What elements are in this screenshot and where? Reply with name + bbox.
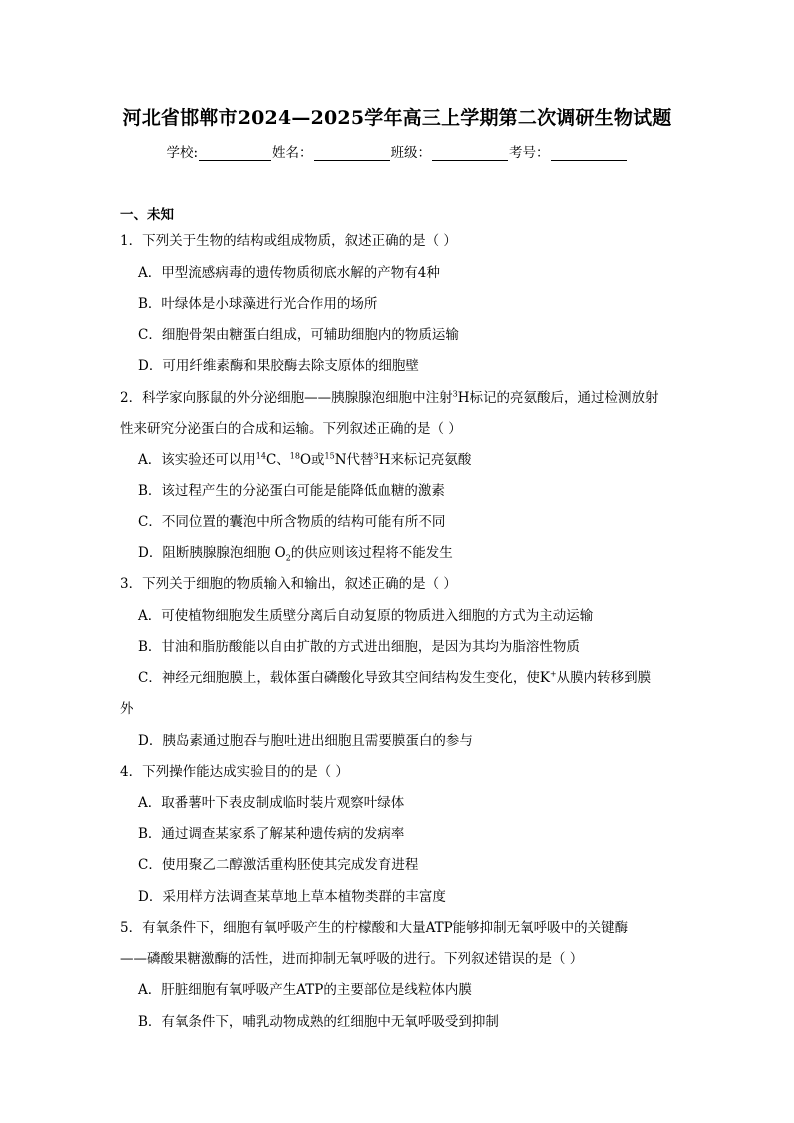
question-2-option-d bbox=[138, 541, 453, 561]
q2a-sup-1: 14 bbox=[255, 451, 266, 461]
question-2-option-a bbox=[138, 448, 471, 468]
question-4-option-b: B．通过调查某家系了解某种遗传病的发病率 bbox=[138, 826, 405, 842]
question-4-stem: 4．下列操作能达成实验目的的是（ ） bbox=[120, 764, 349, 780]
q2-stem-text-a: 2．科学家向豚鼠的外分泌细胞——胰腺腺泡细胞中注射 bbox=[120, 390, 453, 406]
name-blank[interactable] bbox=[314, 146, 390, 161]
q2a-text-1: A．该实验还可以用 bbox=[138, 452, 256, 468]
question-4-option-d: D．采用样方法调查某草地上草本植物类群的丰富度 bbox=[138, 889, 446, 905]
question-1-option-c: C．细胞骨架由糖蛋白组成，可辅助细胞内的物质运输 bbox=[138, 327, 459, 343]
question-5-stem-line2: ——磷酸果糖激酶的活性，进而抑制无氧呼吸的进行。下列叙述错误的是（ ） bbox=[120, 951, 584, 967]
question-1-option-d: D．可用纤维素酶和果胶酶去除支原体的细胞壁 bbox=[138, 358, 419, 374]
question-4-option-a: A．取番薯叶下表皮制成临时装片观察叶绿体 bbox=[138, 795, 405, 811]
q2a-sup-4: 3 bbox=[373, 451, 379, 461]
q2-stem-text-b: H标记的亮氨酸后，通过检测放射 bbox=[457, 390, 659, 406]
q3c-superscript: + bbox=[549, 669, 557, 679]
q2-stem-superscript: 3 bbox=[452, 389, 458, 399]
question-3-option-c-continued: 外 bbox=[120, 701, 134, 717]
student-info-line bbox=[0, 141, 794, 161]
school-label: 学校: bbox=[166, 145, 199, 161]
question-5-option-a: A．肝脏细胞有氧呼吸产生ATP的主要部位是线粒体内膜 bbox=[138, 982, 472, 998]
question-3-option-b: B．甘油和脂肪酸能以自由扩散的方式进出细胞，是因为其均为脂溶性物质 bbox=[138, 639, 580, 655]
q2a-text-2: C、 bbox=[265, 452, 290, 468]
q2a-text-3: O或 bbox=[299, 452, 325, 468]
page-title: 河北省邯郸市2024—2025学年高三上学期第二次调研生物试题 bbox=[122, 107, 672, 129]
q3c-text-1: C．神经元细胞膜上，载体蛋白磷酸化导致其空间结构发生变化，使K bbox=[138, 670, 550, 686]
question-3-option-c bbox=[138, 666, 651, 686]
q2d-text-2: 的供应则该过程将不能发生 bbox=[290, 545, 453, 561]
name-label: 姓名： bbox=[272, 145, 313, 161]
q2a-sup-2: 18 bbox=[289, 451, 300, 461]
q2d-text-1: D．阻断胰腺腺泡细胞 O bbox=[138, 545, 286, 561]
q3c-text-2: 从膜内转移到膜 bbox=[556, 670, 652, 686]
question-1-option-b: B．叶绿体是小球藻进行光合作用的场所 bbox=[138, 296, 378, 312]
question-3-stem: 3．下列关于细胞的物质输入和输出，叙述正确的是（ ） bbox=[120, 576, 457, 592]
question-2-stem-line1 bbox=[120, 386, 658, 406]
q2a-text-4: N代替 bbox=[334, 452, 374, 468]
question-2-stem-line2: 性来研究分泌蛋白的合成和运输。下列叙述正确的是（ ） bbox=[120, 421, 462, 437]
class-blank[interactable] bbox=[432, 146, 508, 161]
class-label: 班级： bbox=[390, 145, 432, 161]
question-3-option-d: D．胰岛素通过胞吞与胞吐进出细胞且需要膜蛋白的参与 bbox=[138, 733, 473, 749]
question-5-option-b: B．有氧条件下，哺乳动物成熟的红细胞中无氧呼吸受到抑制 bbox=[138, 1014, 499, 1030]
school-blank[interactable] bbox=[199, 146, 271, 161]
q2a-sup-3: 15 bbox=[324, 451, 335, 461]
q2d-subscript: 2 bbox=[285, 553, 291, 563]
question-1-option-a: A．甲型流感病毒的遗传物质彻底水解的产物有4种 bbox=[138, 265, 440, 281]
q2a-text-5: H来标记亮氨酸 bbox=[378, 452, 472, 468]
question-1-stem: 1．下列关于生物的结构或组成物质，叙述正确的是（ ） bbox=[120, 233, 457, 249]
question-2-option-b: B．该过程产生的分泌蛋白可能是能降低血糖的激素 bbox=[138, 483, 445, 499]
exam-no-label: 考号： bbox=[509, 145, 550, 161]
section-heading: 一、未知 bbox=[120, 207, 174, 223]
question-5-stem-line1: 5．有氧条件下，细胞有氧呼吸产生的柠檬酸和大量ATP能够抑制无氧呼吸中的关键酶 bbox=[120, 920, 629, 936]
question-4-option-c: C．使用聚乙二醇激活重构胚使其完成发育进程 bbox=[138, 857, 419, 873]
exam-no-blank[interactable] bbox=[551, 146, 627, 161]
question-2-option-c: C．不同位置的囊泡中所含物质的结构可能有所不同 bbox=[138, 514, 446, 530]
question-3-option-a: A．可使植物细胞发生质壁分离后自动复原的物质进入细胞的方式为主动运输 bbox=[138, 608, 594, 624]
